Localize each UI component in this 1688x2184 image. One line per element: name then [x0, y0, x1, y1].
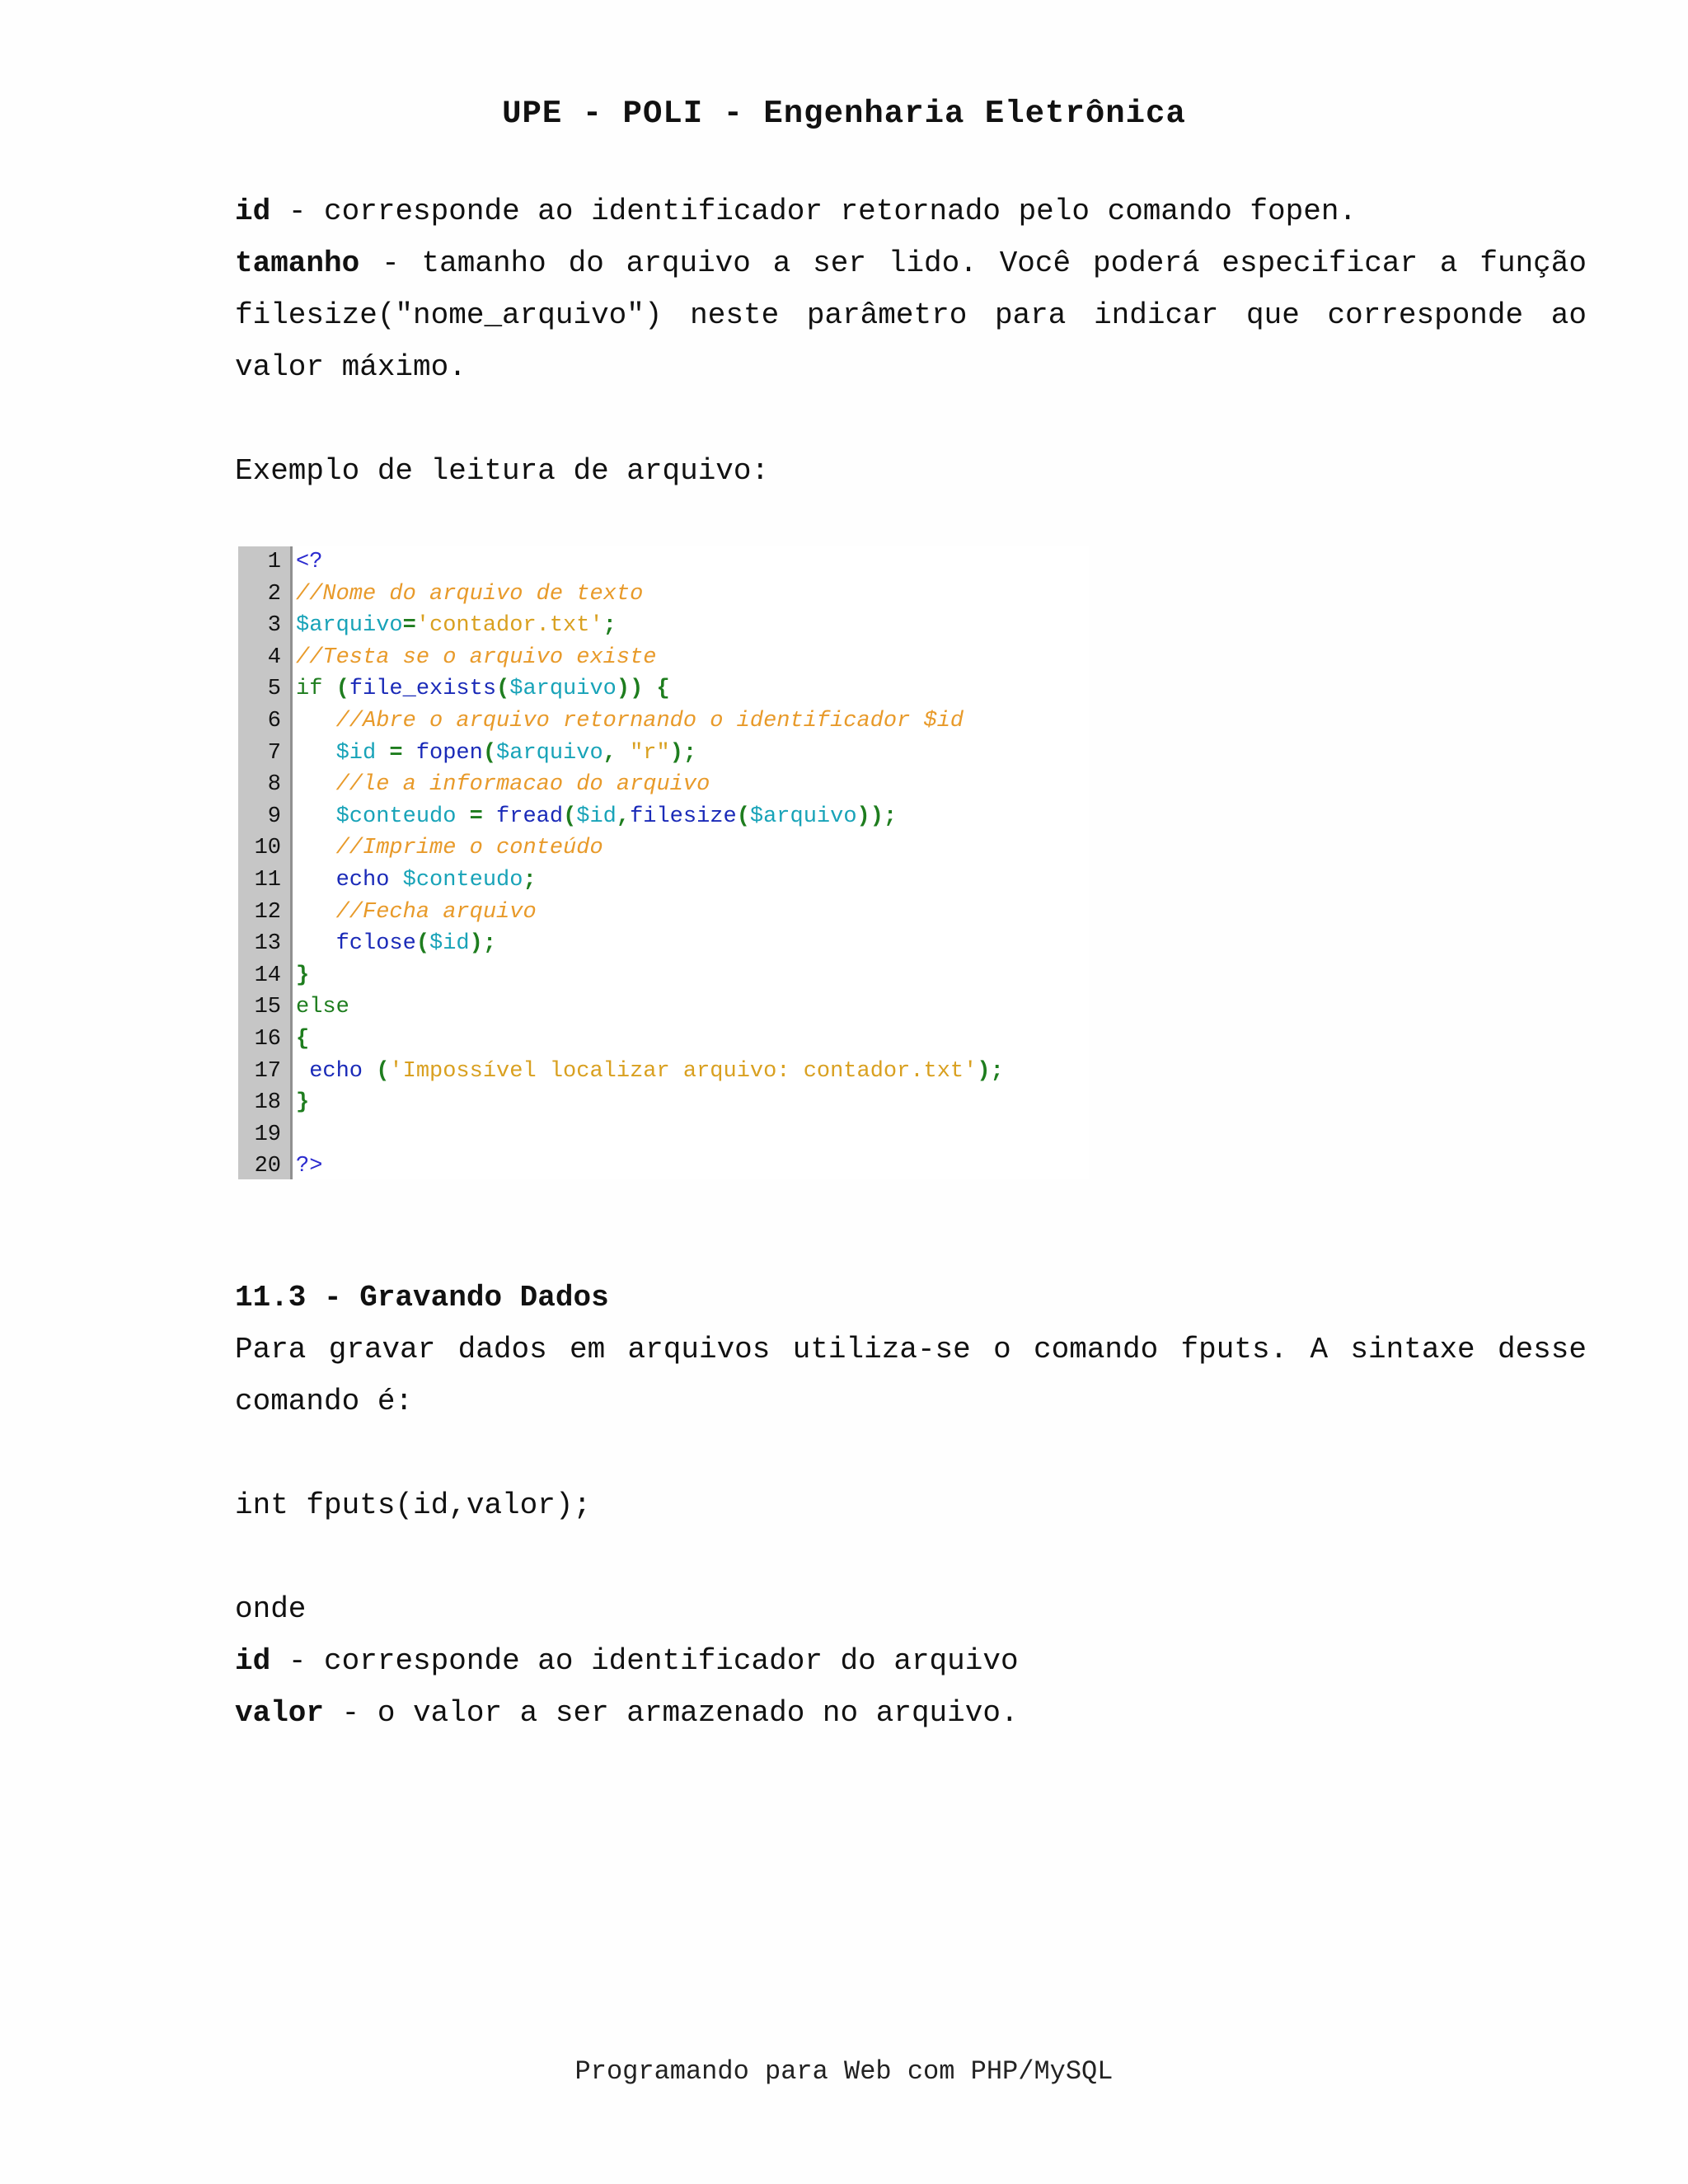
- line-number: 17: [254, 1058, 281, 1084]
- line-number: 1: [267, 550, 281, 574]
- php-open-tag: <?: [296, 550, 323, 574]
- code-text: [296, 801, 897, 833]
- code-variable: $id: [296, 740, 377, 766]
- param-id-desc: - corresponde ao identificador retornado pelo comando fopen.: [270, 194, 1357, 228]
- code-function: file_exists: [349, 677, 497, 702]
- code-line: [238, 865, 1089, 897]
- code-comment: //Imprime o conteúdo: [296, 836, 603, 861]
- code-function: fopen: [415, 740, 483, 766]
- code-string: 'contador.txt': [415, 613, 603, 639]
- code-line: [238, 991, 1089, 1024]
- code-function: fclose: [296, 931, 416, 957]
- code-punct: (: [563, 804, 577, 829]
- section-11-3: [235, 1272, 1587, 1739]
- params-section: [235, 185, 1587, 497]
- code-text: [296, 865, 537, 897]
- code-text: [296, 705, 964, 738]
- code-lines: [238, 546, 1089, 1183]
- code-listing: [238, 546, 1089, 1179]
- page-header: UPE - POLI - Engenharia Eletrônica: [502, 96, 1186, 132]
- code-comment: //Fecha arquivo: [296, 899, 537, 925]
- code-line: [238, 897, 1089, 929]
- param-tamanho-line1: [235, 237, 1587, 289]
- spacer: [235, 393, 1587, 445]
- code-punct: );: [669, 740, 697, 766]
- code-punct: (: [496, 677, 510, 702]
- code-line: [238, 960, 1089, 992]
- code-comment: //Abre o arquivo retornando o identificador $id: [296, 708, 964, 733]
- code-brace: {: [296, 1026, 310, 1052]
- onde-label: onde: [235, 1592, 307, 1626]
- code-comment: //Nome do arquivo de texto: [296, 581, 644, 607]
- code-operator: =: [376, 740, 416, 766]
- code-punct: ;: [523, 867, 537, 893]
- code-keyword: if: [296, 677, 323, 702]
- code-line: [238, 705, 1089, 738]
- code-string: 'Impossível localizar arquivo: contador.txt': [389, 1058, 978, 1084]
- code-operator: =: [402, 613, 416, 639]
- code-text: [296, 546, 322, 579]
- php-close-tag: ?>: [296, 1154, 323, 1179]
- fputs-id-desc: - corresponde ao identificador do arquivo: [270, 1644, 1019, 1678]
- code-line: [238, 1024, 1089, 1056]
- code-text: [296, 673, 670, 705]
- line-number: 4: [267, 644, 281, 670]
- line-number: 12: [254, 899, 281, 925]
- code-punct: (: [736, 804, 750, 829]
- line-number: 20: [254, 1154, 281, 1179]
- code-line: [238, 642, 1089, 674]
- line-number: 15: [254, 995, 281, 1020]
- code-brace: }: [296, 963, 310, 988]
- code-punct: (: [415, 931, 430, 957]
- line-number: 10: [254, 836, 281, 861]
- code-line: [238, 1087, 1089, 1119]
- code-text: [296, 897, 537, 929]
- param-tamanho-desc: - tamanho do arquivo a ser lido. Você poderá especificar a função: [359, 246, 1587, 280]
- line-number: 11: [254, 867, 281, 893]
- code-variable: $id: [576, 804, 617, 829]
- code-function: filesize: [630, 804, 737, 829]
- code-punct: ,: [616, 804, 631, 829]
- code-text: [296, 610, 617, 642]
- code-text: [296, 960, 309, 992]
- code-variable: $arquivo: [296, 613, 403, 639]
- code-variable: $arquivo: [496, 740, 603, 766]
- code-text: [296, 1056, 1004, 1088]
- page-footer: Programando para Web com PHP/MySQL: [574, 2056, 1114, 2087]
- code-line: [238, 1119, 1089, 1151]
- code-line: [238, 610, 1089, 642]
- code-variable: $conteudo: [402, 867, 523, 893]
- code-comment: //le a informacao do arquivo: [296, 772, 710, 798]
- code-text: [296, 1024, 309, 1056]
- spacer: [235, 1427, 1587, 1479]
- param-id-term: id: [235, 194, 271, 228]
- code-line: [238, 769, 1089, 801]
- code-line: [238, 579, 1089, 611]
- code-text: [296, 832, 603, 865]
- code-punct: (: [482, 740, 497, 766]
- line-number: 5: [267, 677, 281, 702]
- param-tamanho-term: tamanho: [235, 246, 360, 280]
- code-text: [296, 738, 696, 770]
- code-punct: (: [322, 677, 349, 702]
- line-number: 7: [267, 740, 281, 766]
- code-brace: }: [296, 1090, 310, 1116]
- line-number: 16: [254, 1026, 281, 1052]
- param-tamanho-line2: filesize("nome_arquivo") neste parâmetro para indicar que corresponde ao: [235, 298, 1587, 332]
- code-line: [238, 1056, 1089, 1088]
- code-variable: $conteudo: [296, 804, 457, 829]
- code-operator: =: [456, 804, 497, 829]
- section-heading: 11.3 - Gravando Dados: [235, 1281, 609, 1315]
- code-punct: (: [376, 1058, 390, 1084]
- code-text: [296, 769, 710, 801]
- spacer: [235, 1531, 1587, 1583]
- code-line: [238, 546, 1089, 579]
- code-string: "r": [630, 740, 670, 766]
- code-punct: ;: [603, 613, 617, 639]
- line-number: 8: [267, 772, 281, 798]
- code-line: [238, 832, 1089, 865]
- code-variable: $arquivo: [509, 677, 617, 702]
- code-function: fread: [496, 804, 564, 829]
- line-number: 18: [254, 1090, 281, 1116]
- line-number: 2: [267, 581, 281, 607]
- fputs-valor-term: valor: [235, 1696, 325, 1730]
- code-text: [296, 642, 656, 674]
- code-keyword: else: [296, 995, 349, 1020]
- code-text: [296, 991, 349, 1024]
- code-comment: //Testa se o arquivo existe: [296, 644, 657, 670]
- fputs-syntax: int fputs(id,valor);: [235, 1488, 592, 1522]
- code-punct: ));: [856, 804, 898, 829]
- code-text: [296, 1151, 322, 1183]
- code-variable: $arquivo: [749, 804, 857, 829]
- code-line: [238, 673, 1089, 705]
- code-punct: );: [977, 1058, 1004, 1084]
- code-punct: )) {: [616, 677, 670, 702]
- param-id: [235, 185, 1587, 237]
- line-number: 9: [267, 804, 281, 829]
- line-number: 3: [267, 613, 281, 639]
- fputs-param-id: [235, 1635, 1587, 1687]
- code-text: [296, 928, 496, 960]
- code-text: [296, 1087, 309, 1119]
- line-number: 6: [267, 708, 281, 733]
- code-punct: );: [469, 931, 497, 957]
- code-punct: ,: [603, 740, 631, 766]
- code-line: [238, 738, 1089, 770]
- section-intro-line2: comando é:: [235, 1385, 414, 1418]
- fputs-param-valor: [235, 1687, 1587, 1739]
- code-line: [238, 801, 1089, 833]
- line-number: 14: [254, 963, 281, 988]
- code-variable: $id: [429, 931, 470, 957]
- section-intro-line1: Para gravar dados em arquivos utiliza-se o comando fputs. A sintaxe desse: [235, 1333, 1587, 1366]
- line-number: 13: [254, 931, 281, 957]
- code-line: [238, 928, 1089, 960]
- fputs-id-term: id: [235, 1644, 271, 1678]
- code-text: [296, 579, 643, 611]
- fputs-valor-desc: - o valor a ser armazenado no arquivo.: [324, 1696, 1019, 1730]
- code-line: [238, 1151, 1089, 1183]
- example-label: Exemplo de leitura de arquivo:: [235, 454, 770, 488]
- code-keyword: echo: [296, 867, 403, 893]
- code-keyword: echo: [296, 1058, 377, 1084]
- line-number: 19: [254, 1122, 281, 1147]
- param-tamanho-line3: valor máximo.: [235, 350, 467, 384]
